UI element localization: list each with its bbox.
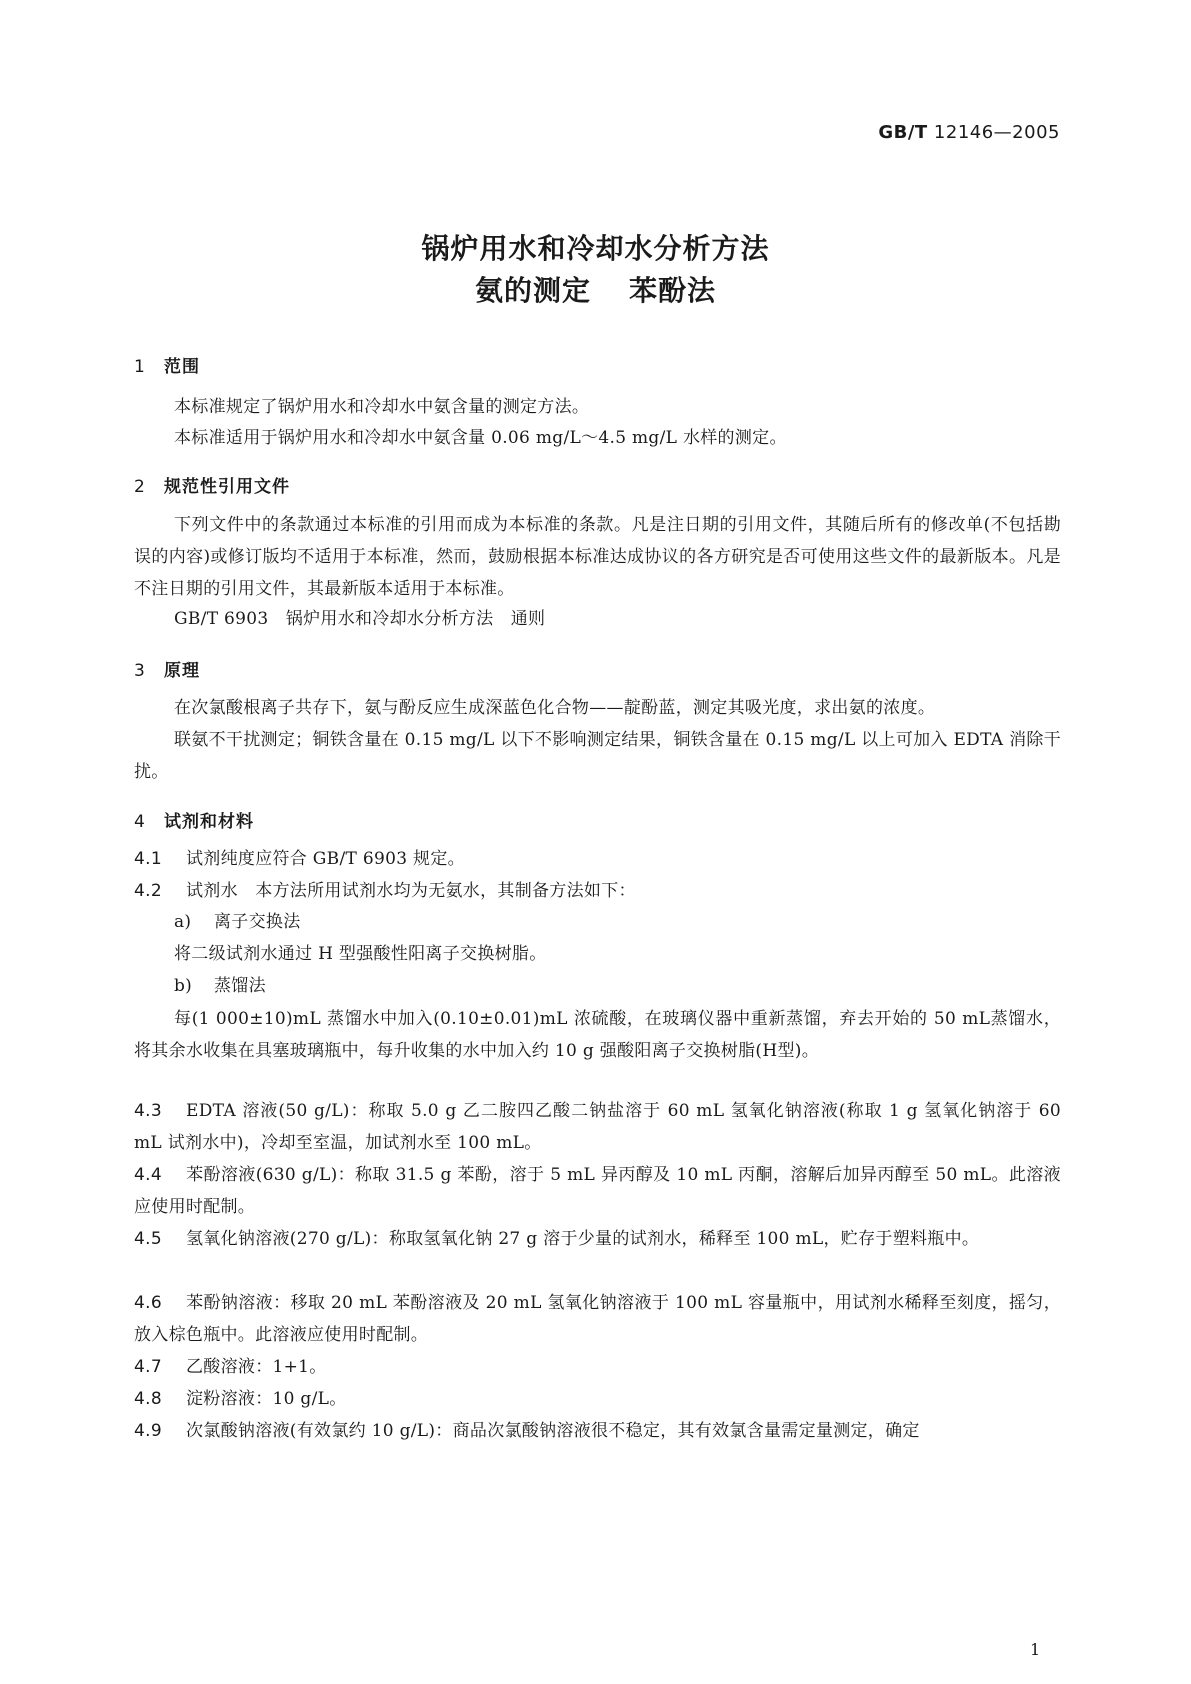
section-1-paragraph-1: 本标准规定了锅炉用水和冷却水中氨含量的测定方法。 — [174, 397, 590, 417]
clause-text: 次氯酸钠溶液(有效氯约 10 g/L)：商品次氯酸钠溶液很不稳定，其有效氯含量需定量测定，确定 — [186, 1421, 920, 1441]
clause-4-8 — [134, 1383, 1061, 1415]
section-title: 范围 — [164, 357, 200, 377]
clause-number: 4.1 — [134, 849, 162, 869]
section-title: 试剂和材料 — [164, 812, 254, 832]
clause-4-7 — [134, 1351, 1061, 1383]
title-line-2 — [0, 270, 1191, 312]
section-2-reference: GB/T 6903 锅炉用水和冷却水分析方法 通则 — [174, 609, 546, 629]
clause-text: 氢氧化钠溶液(270 g/L)：称取氢氧化钠 27 g 溶于少量的试剂水，稀释至 100 mL，贮存于塑料瓶中。 — [186, 1229, 980, 1249]
clause-number: 4.3 — [134, 1101, 162, 1121]
section-3-paragraph-2: 联氨不干扰测定；铜铁含量在 0.15 mg/L 以下不影响测定结果，铜铁含量在 0.15 mg/L 以上可加入 EDTA 消除干扰。 — [134, 730, 1061, 782]
title-line-1: 锅炉用水和冷却水分析方法 — [421, 232, 770, 265]
clause-text: 苯酚溶液(630 g/L)：称取 31.5 g 苯酚，溶于 5 mL 异丙醇及 10 mL 丙酮，溶解后加异丙醇至 50 mL。此溶液应使用时配制。 — [134, 1165, 1061, 1217]
section-2-heading — [134, 472, 290, 497]
clause-text: EDTA 溶液(50 g/L)：称取 5.0 g 乙二胺四乙酸二钠盐溶于 60 mL 氢氧化钠溶液(称取 1 g 氢氧化钠溶于 60 mL 试剂水中)，冷却至室温，加试剂水至 100 mL。 — [134, 1101, 1061, 1153]
item-title: 蒸馏法 — [214, 976, 266, 996]
clause-text: 试剂纯度应符合 GB/T 6903 规定。 — [186, 849, 465, 869]
clause-4-4 — [134, 1159, 1061, 1223]
section-number: 4 — [134, 812, 146, 832]
clause-4-6 — [134, 1287, 1061, 1351]
clause-number: 4.2 — [134, 881, 162, 901]
clause-number: 4.7 — [134, 1357, 162, 1377]
clause-4-2 — [134, 875, 1061, 907]
clause-number: 4.9 — [134, 1421, 162, 1441]
clause-4-9 — [134, 1415, 1061, 1447]
standard-code — [870, 122, 1060, 143]
section-title: 规范性引用文件 — [164, 477, 290, 497]
clause-number: 4.6 — [134, 1293, 162, 1313]
standard-code-prefix: GB/T — [878, 122, 928, 143]
section-number: 2 — [134, 477, 146, 497]
clause-4-3 — [134, 1095, 1061, 1159]
clause-4-5 — [134, 1223, 1061, 1255]
item-label: a) — [174, 912, 192, 932]
title-line-2-part-a: 氨的测定 — [474, 274, 591, 307]
section-1-heading — [134, 352, 200, 377]
section-number: 3 — [134, 661, 146, 681]
item-label: b) — [174, 976, 193, 996]
clause-4-2-item-a-text: 将二级试剂水通过 H 型强酸性阳离子交换树脂。 — [174, 944, 547, 964]
document-title — [0, 228, 1191, 312]
section-number: 1 — [134, 357, 146, 377]
clause-4-2-item-b — [174, 971, 266, 996]
section-3-heading — [134, 656, 200, 681]
clause-text: 苯酚钠溶液：移取 20 mL 苯酚溶液及 20 mL 氢氧化钠溶液于 100 mL 容量瓶中，用试剂水稀释至刻度，摇匀，放入棕色瓶中。此溶液应使用时配制。 — [134, 1293, 1061, 1345]
section-4-heading — [134, 807, 254, 832]
item-title: 离子交换法 — [214, 912, 301, 932]
page-number: 1 — [1030, 1640, 1041, 1659]
clause-4-1 — [134, 843, 1061, 875]
clause-text: 淀粉溶液：10 g/L。 — [186, 1389, 347, 1409]
clause-text: 乙酸溶液：1+1。 — [186, 1357, 327, 1377]
standard-code-number: 12146—2005 — [933, 122, 1060, 143]
section-3-paragraph-1: 在次氯酸根离子共存下，氨与酚反应生成深蓝色化合物——靛酚蓝，测定其吸光度，求出氨的浓度。 — [174, 698, 936, 718]
clause-number: 4.8 — [134, 1389, 162, 1409]
section-2-paragraph-1: 下列文件中的条款通过本标准的引用而成为本标准的条款。凡是注日期的引用文件，其随后所有的修改单(不包括勘误的内容)或修订版均不适用于本标准，然而，鼓励根据本标准达成协议的各方研究是否可使用这些文件的最新版本。凡是不注日期的引用文件，其最新版本适用于本标准。 — [134, 515, 1061, 599]
clause-4-2-item-b-text: 每(1 000±10)mL 蒸馏水中加入(0.10±0.01)mL 浓硫酸，在玻璃仪器中重新蒸馏，弃去开始的 50 mL蒸馏水，将其余水收集在具塞玻璃瓶中，每升收集的水中加入约 10 g 强酸阳离子交换树脂(H型)。 — [134, 1009, 1061, 1061]
section-1-paragraph-2: 本标准适用于锅炉用水和冷却水中氨含量 0.06 mg/L～4.5 mg/L 水样的测定。 — [174, 428, 787, 448]
clause-number: 4.4 — [134, 1165, 162, 1185]
clause-4-2-item-a — [174, 907, 301, 932]
section-title: 原理 — [164, 661, 200, 681]
title-line-2-part-b: 苯酚法 — [629, 274, 717, 307]
clause-text: 试剂水 本方法所用试剂水均为无氨水，其制备方法如下： — [186, 881, 636, 901]
clause-number: 4.5 — [134, 1229, 162, 1249]
